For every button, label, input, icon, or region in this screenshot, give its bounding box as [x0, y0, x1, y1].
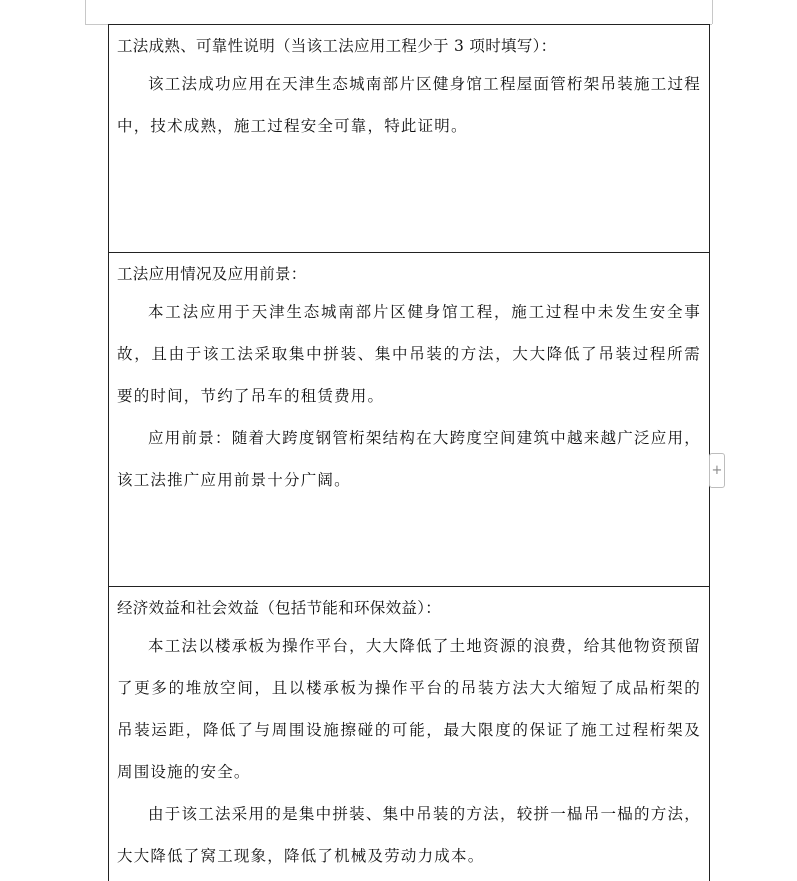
table-expand-handle[interactable]: + [709, 453, 725, 488]
cell-paragraph: 本工法以楼承板为操作平台，大大降低了土地资源的浪费，给其他物资预留了更多的堆放空间，且以楼承板为操作平台的吊装方法大大缩短了成品桁架的吊装运距，降低了与周围设施擦碰的可能，最大限度的保证了施工过程桁架及周围设施的安全。 [117, 637, 701, 781]
table-cell-application[interactable] [109, 253, 709, 587]
table-cell-maturity[interactable] [109, 24, 709, 253]
page-corner-mark-left [85, 0, 86, 24]
page-top-margin [85, 0, 712, 25]
document-table [108, 24, 710, 881]
cell-heading: 工法应用情况及应用前景： [117, 265, 307, 283]
cell-heading: 经济效益和社会效益（包括节能和环保效益）： [117, 599, 442, 617]
cell-paragraph: 本工法应用于天津生态城南部片区健身馆工程，施工过程中未发生安全事故，且由于该工法采取集中拼装、集中吊装的方法，大大降低了吊装过程所需要的时间，节约了吊车的租赁费用。 [117, 303, 701, 405]
cell-heading: 工法成熟、可靠性说明（当该工法应用工程少于 3 项时填写）： [117, 37, 557, 55]
cell-paragraph: 该工法成功应用在天津生态城南部片区健身馆工程屋面管桁架吊装施工过程中，技术成熟，施工过程安全可靠，特此证明。 [117, 75, 701, 135]
cell-paragraph: 应用前景：随着大跨度钢管桁架结构在大跨度空间建筑中越来越广泛应用，该工法推广应用前景十分广阔。 [117, 429, 701, 489]
page-corner-mark-right [712, 0, 713, 24]
cell-paragraph: 由于该工法采用的是集中拼装、集中吊装的方法，较拼一榀吊一榀的方法，大大降低了窝工现象，降低了机械及劳动力成本。 [117, 805, 701, 865]
table-cell-benefits[interactable] [109, 587, 709, 881]
